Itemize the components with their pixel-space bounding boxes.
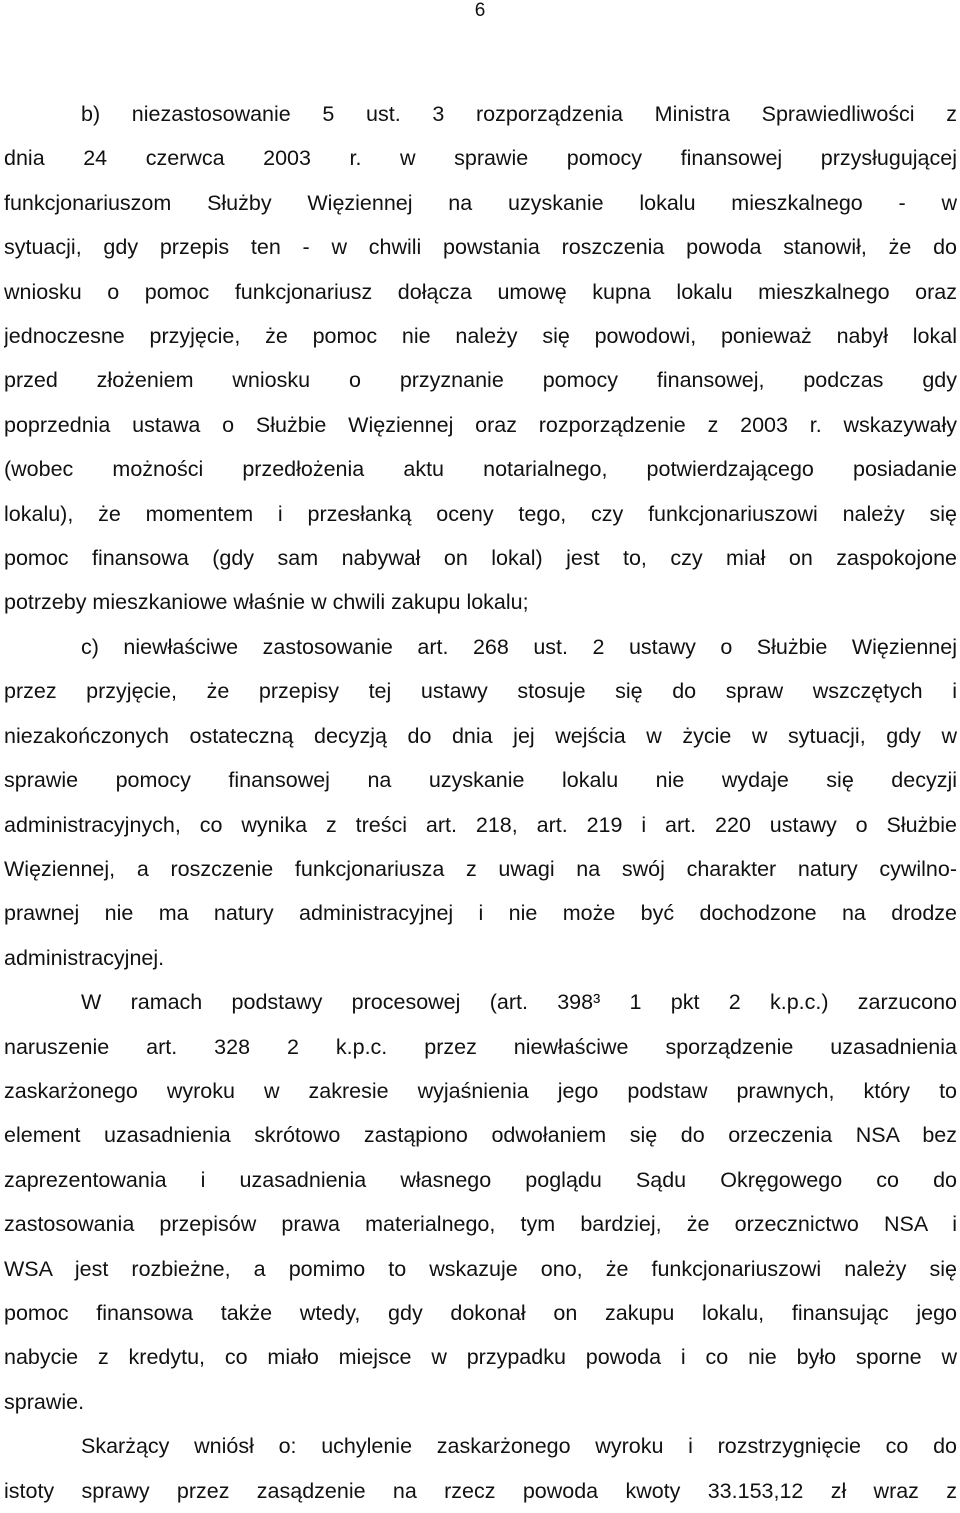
text-line: zastosowania przepisów prawa materialnego, tym bardziej, że orzecznictwo NSA i (4, 1212, 957, 1237)
text-line: Skarżący wniósł o: uchylenie zaskarżonego wyroku i rozstrzygnięcie co do (81, 1434, 957, 1459)
paragraph-procedural-grounds (4, 980, 957, 1424)
text-line: istoty sprawy przez zasądzenie na rzecz powoda kwoty 33.153,12 zł wraz z (4, 1478, 957, 1503)
text-line: wniosku o pomoc funkcjonariusz dołącza umowę kupna lokalu mieszkalnego oraz (4, 279, 957, 304)
text-line: poprzednia ustawa o Służbie Więziennej oraz rozporządzenie z 2003 r. wskazywały (4, 412, 957, 437)
text-line: Więziennej, a roszczenie funkcjonariusza z uwagi na swój charakter natury cywilno- (4, 856, 957, 881)
paragraph-c (4, 625, 957, 980)
text-line: administracyjnych, co wynika z treści art. 218, art. 219 i art. 220 ustawy o Służbie (4, 812, 957, 837)
text-line: prawnej nie ma natury administracyjnej i nie może być dochodzone na drodze (4, 901, 957, 926)
paragraph-appellant-motion (4, 1424, 957, 1513)
page-number: 6 (474, 0, 486, 21)
text-line: lokalu), że momentem i przesłanką oceny tego, czy funkcjonariuszowi należy się (4, 501, 957, 526)
document-body (4, 92, 957, 1513)
text-line: WSA jest rozbieżne, a pomimo to wskazuje ono, że funkcjonariuszowi należy się (4, 1256, 957, 1281)
text-line: sytuacji, gdy przepis ten - w chwili powstania roszczenia powoda stanowił, że do (4, 235, 957, 260)
paragraph-b (4, 92, 957, 625)
text-line: jednoczesne przyjęcie, że pomoc nie należy się powodowi, ponieważ nabył lokal (4, 324, 957, 349)
text-line: zaskarżonego wyroku w zakresie wyjaśnienia jego podstaw prawnych, który to (4, 1078, 957, 1103)
text-line: przed złożeniem wniosku o przyznanie pomocy finansowej, podczas gdy (4, 368, 957, 393)
text-line: funkcjonariuszom Służby Więziennej na uzyskanie lokalu mieszkalnego - w (4, 190, 957, 215)
text-line: dnia 24 czerwca 2003 r. w sprawie pomocy finansowej przysługującej (4, 146, 957, 171)
text-line: c) niewłaściwe zastosowanie art. 268 ust. 2 ustawy o Służbie Więziennej (81, 634, 957, 659)
text-line: pomoc finansowa (gdy sam nabywał on lokal) jest to, czy miał on zaspokojone (4, 546, 957, 571)
text-line: sprawie pomocy finansowej na uzyskanie lokalu nie wydaje się decyzji (4, 768, 957, 793)
text-line: przez przyjęcie, że przepisy tej ustawy stosuje się do spraw wszczętych i (4, 679, 957, 704)
text-line: potrzeby mieszkaniowe właśnie w chwili zakupu lokalu; (4, 590, 529, 615)
text-line: pomoc finansowa także wtedy, gdy dokonał on zakupu lokalu, finansując jego (4, 1300, 957, 1325)
text-line: (wobec możności przedłożenia aktu notarialnego, potwierdzającego posiadanie (4, 457, 957, 482)
text-line: niezakończonych ostateczną decyzją do dnia jej wejścia w życie w sytuacji, gdy w (4, 723, 957, 748)
text-line: naruszenie art. 328 2 k.p.c. przez niewłaściwe sporządzenie uzasadnienia (4, 1034, 957, 1059)
text-line: zaprezentowania i uzasadnienia własnego poglądu Sądu Okręgowego co do (4, 1167, 957, 1192)
text-line: nabycie z kredytu, co miało miejsce w przypadku powoda i co nie było sporne w (4, 1345, 957, 1370)
text-line: element uzasadnienia skrótowo zastąpiono odwołaniem się do orzeczenia NSA bez (4, 1123, 957, 1148)
text-line: W ramach podstawy procesowej (art. 398³ 1 pkt 2 k.p.c.) zarzucono (81, 990, 957, 1015)
text-line: sprawie. (4, 1389, 85, 1414)
text-line: b) niezastosowanie 5 ust. 3 rozporządzenia Ministra Sprawiedliwości z (81, 102, 957, 126)
text-line: administracyjnej. (4, 945, 165, 970)
